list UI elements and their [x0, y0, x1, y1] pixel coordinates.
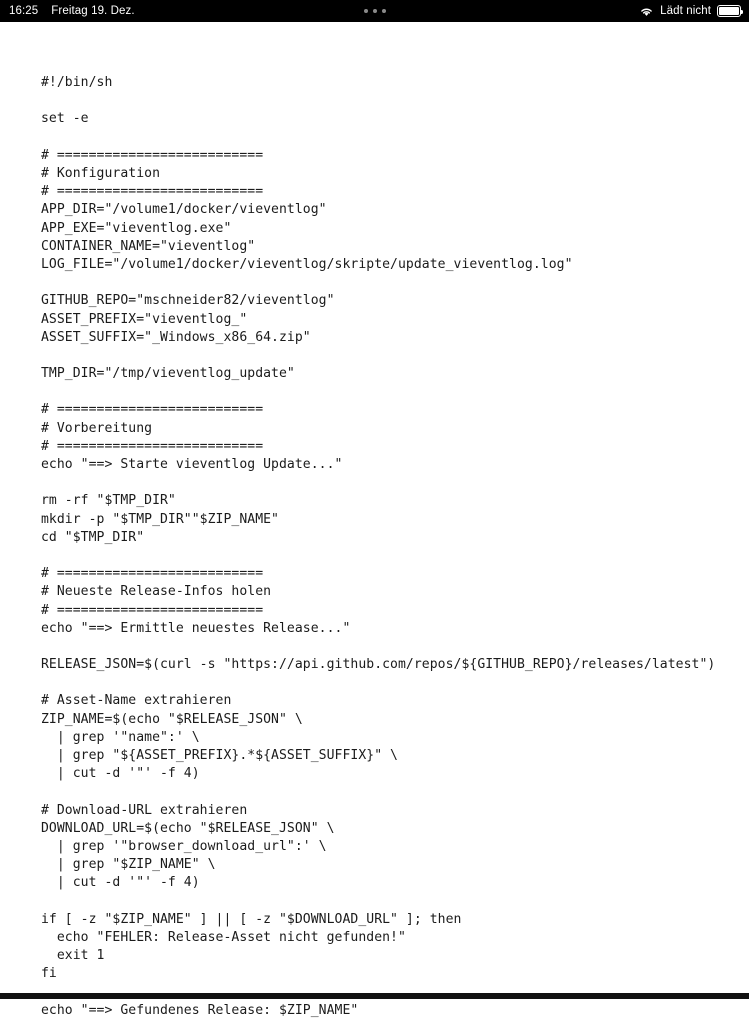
code-line: | grep "${ASSET_PREFIX}.*${ASSET_SUFFIX}" \ [41, 748, 398, 764]
clock-time: 16:25 [9, 5, 39, 17]
document-page [0, 22, 749, 1018]
code-line: | grep '"name":' \ [41, 729, 200, 745]
code-line: CONTAINER_NAME="vieventlog" [41, 238, 256, 254]
code-line [41, 638, 741, 656]
code-line: fi [41, 966, 57, 982]
wifi-icon [639, 6, 654, 17]
code-line: APP_DIR="/volume1/docker/vieventlog" [41, 202, 327, 218]
code-line: TMP_DIR="/tmp/vieventlog_update" [41, 366, 295, 382]
code-line [41, 893, 741, 911]
code-line [41, 383, 741, 401]
code-line: # Download-URL extrahieren [41, 802, 248, 818]
code-line [41, 274, 741, 292]
code-line: DOWNLOAD_URL=$(echo "$RELEASE_JSON" \ [41, 820, 335, 836]
code-line: cd "$TMP_DIR" [41, 529, 145, 545]
code-line: echo "==> Ermittle neuestes Release..." [41, 620, 351, 636]
battery-fill [719, 7, 738, 14]
code-line: # ========================== [41, 438, 264, 454]
status-bar-right [639, 5, 741, 17]
code-line: echo "==> Gefundenes Release: $ZIP_NAME" [41, 1002, 359, 1018]
code-line: # ========================== [41, 602, 264, 618]
status-bar [0, 0, 749, 22]
code-line: set -e [41, 111, 89, 127]
code-line: | grep "$ZIP_NAME" \ [41, 857, 216, 873]
code-line: # ========================== [41, 147, 264, 163]
code-line: ZIP_NAME=$(echo "$RELEASE_JSON" \ [41, 711, 303, 727]
code-line: if [ -z "$ZIP_NAME" ] || [ -z "$DOWNLOAD_URL" ]; then [41, 911, 462, 927]
code-line: # Neueste Release-Infos holen [41, 584, 272, 600]
code-line [41, 783, 741, 801]
code-line: exit 1 [41, 948, 105, 964]
code-line: echo "==> Starte vieventlog Update..." [41, 457, 343, 473]
battery-status-label: Lädt nicht [660, 5, 711, 17]
code-line: # ========================== [41, 566, 264, 582]
code-line: APP_EXE="vieventlog.exe" [41, 220, 232, 236]
code-line [41, 547, 741, 565]
code-line [41, 674, 741, 692]
code-line [41, 474, 741, 492]
code-line: ASSET_SUFFIX="_Windows_x86_64.zip" [41, 329, 311, 345]
code-line [41, 92, 741, 110]
three-dots-icon [364, 9, 386, 13]
code-line: rm -rf "$TMP_DIR" [41, 493, 176, 509]
code-line: | cut -d '"' -f 4) [41, 766, 200, 782]
code-line: # Asset-Name extrahieren [41, 693, 232, 709]
code-line: RELEASE_JSON=$(curl -s "https://api.github.com/repos/${GITHUB_REPO}/releases/latest") [41, 657, 716, 673]
code-line: # Vorbereitung [41, 420, 153, 436]
code-line: mkdir -p "$TMP_DIR""$ZIP_NAME" [41, 511, 279, 527]
code-line: # Konfiguration [41, 166, 160, 182]
code-line [41, 347, 741, 365]
code-line [41, 129, 741, 147]
code-line: # ========================== [41, 184, 264, 200]
code-line: GITHUB_REPO="mschneider82/vieventlog" [41, 293, 335, 309]
code-line: | cut -d '"' -f 4) [41, 875, 200, 891]
battery-icon [717, 5, 741, 17]
status-bar-left [0, 5, 135, 17]
home-indicator-bar [0, 993, 749, 999]
code-line: #!/bin/sh [41, 75, 113, 91]
date-label: Freitag 19. Dez. [51, 5, 135, 17]
code-line: | grep '"browser_download_url":' \ [41, 838, 327, 854]
code-line: ASSET_PREFIX="vieventlog_" [41, 311, 248, 327]
code-line: LOG_FILE="/volume1/docker/vieventlog/skripte/update_vieventlog.log" [41, 256, 573, 272]
code-line: # ========================== [41, 402, 264, 418]
shell-script-content[interactable] [41, 74, 741, 1020]
code-line: echo "FEHLER: Release-Asset nicht gefunden!" [41, 929, 406, 945]
